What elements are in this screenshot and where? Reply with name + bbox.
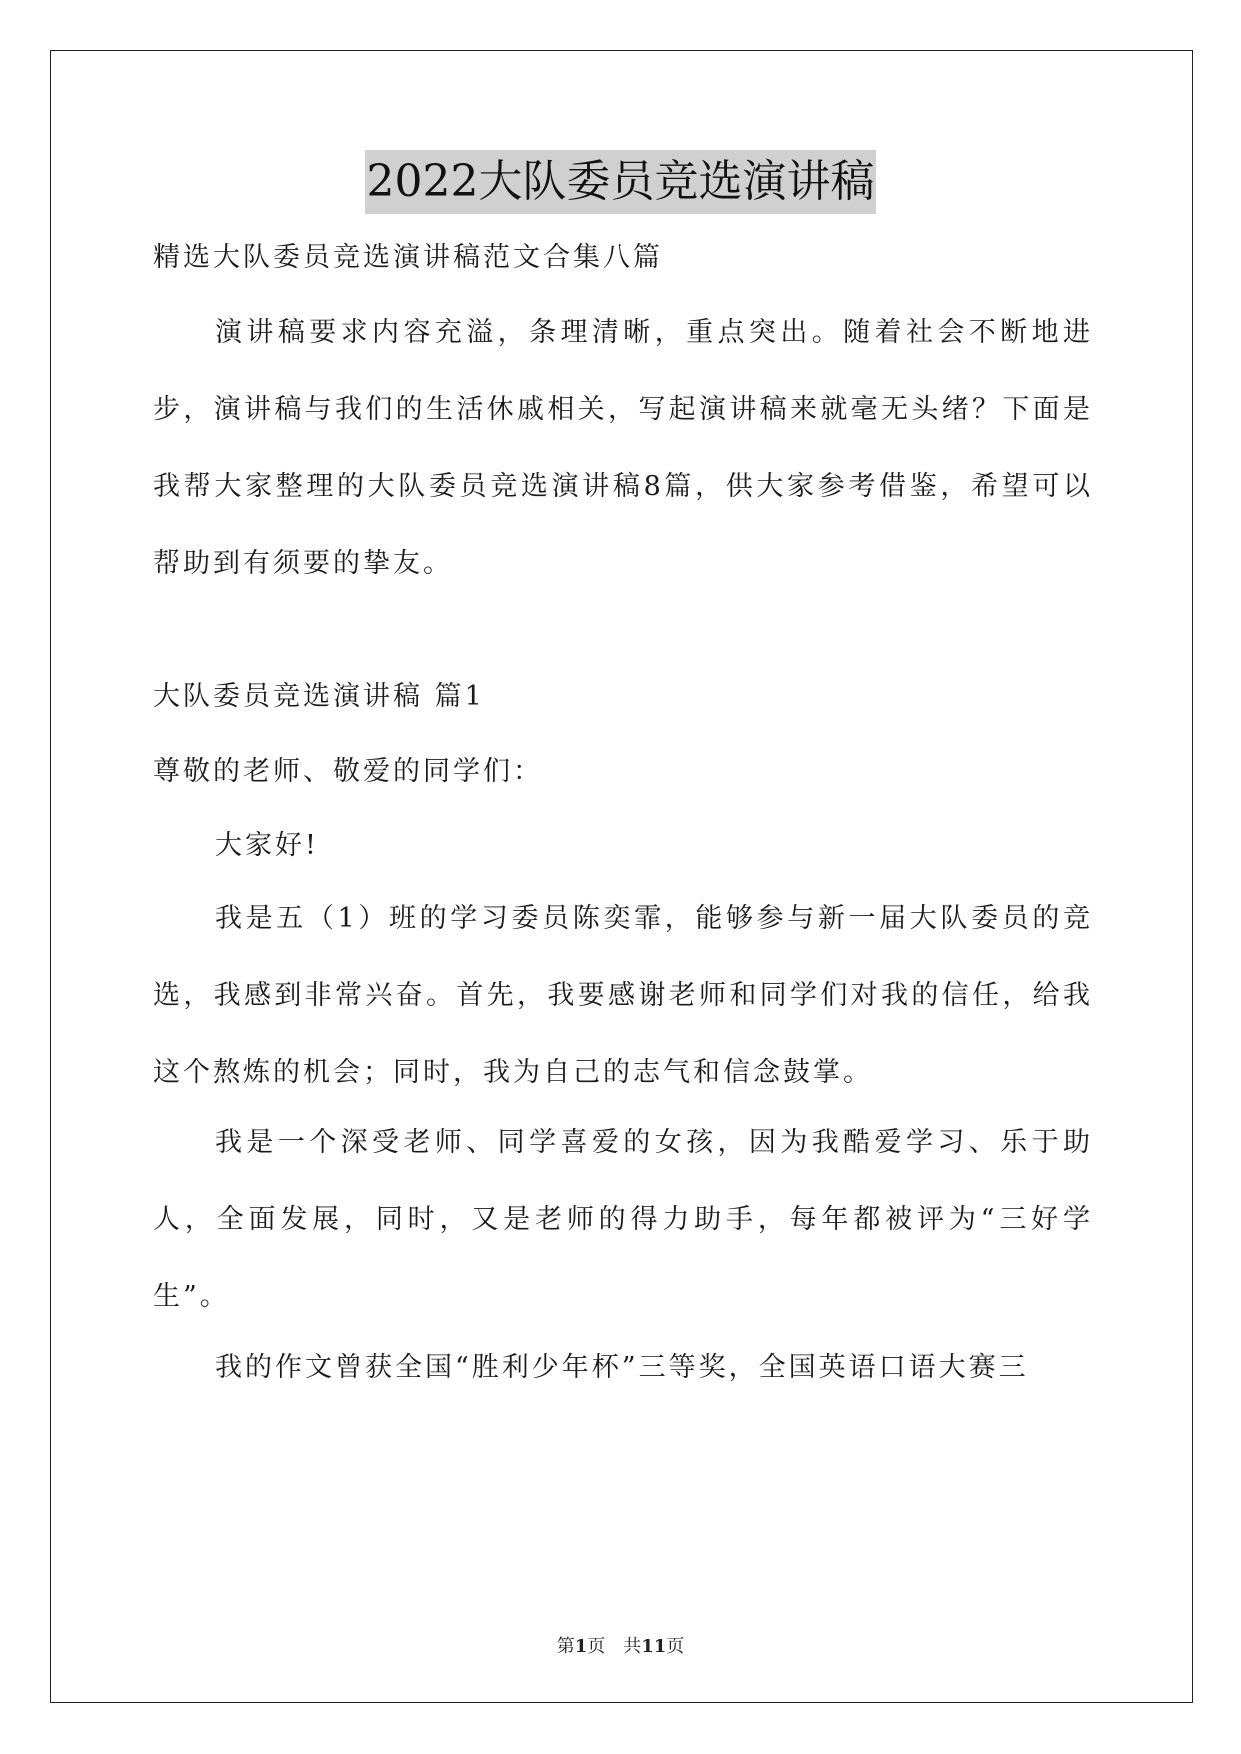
- page-footer: [0, 1632, 1241, 1658]
- page-prefix: 第: [556, 1636, 575, 1657]
- page-number: 1: [574, 1636, 588, 1657]
- total-pages: 11: [641, 1636, 667, 1657]
- total-prefix: 共: [623, 1636, 642, 1657]
- title-container: [0, 150, 1241, 214]
- greeting: 大家好!: [215, 830, 319, 861]
- intro-paragraph: 演讲稿要求内容充溢，条理清晰，重点突出。随着社会不断地进步，演讲稿与我们的生活休戚相关，写起演讲稿来就毫无头绪？下面是我帮大家整理的大队委员竞选演讲稿8篇，供大家参考借鉴，希望可以帮助到有须要的挚友。: [153, 317, 1093, 579]
- salutation: 尊敬的老师、敬爱的同学们：: [153, 756, 543, 787]
- document-title: 2022大队委员竞选演讲稿: [365, 150, 877, 214]
- total-suffix: 页: [666, 1636, 685, 1657]
- section-heading: 大队委员竞选演讲稿 篇1: [153, 681, 485, 712]
- paragraph-3: 我的作文曾获全国“胜利少年杯”三等奖，全国英语口语大赛三: [215, 1352, 1029, 1383]
- paragraph-2: 我是一个深受老师、同学喜爱的女孩，因为我酷爱学习、乐于助人，全面发展，同时，又是老师的得力助手，每年都被评为“三好学生”。: [153, 1127, 1093, 1312]
- paragraph-1: 我是五（1）班的学习委员陈奕霏，能够参与新一届大队委员的竞选，我感到非常兴奋。首先，我要感谢老师和同学们对我的信任，给我这个熬炼的机会；同时，我为自己的志气和信念鼓掌。: [153, 903, 1093, 1088]
- page-suffix: 页: [587, 1636, 606, 1657]
- subtitle: 精选大队委员竞选演讲稿范文合集八篇: [153, 242, 663, 273]
